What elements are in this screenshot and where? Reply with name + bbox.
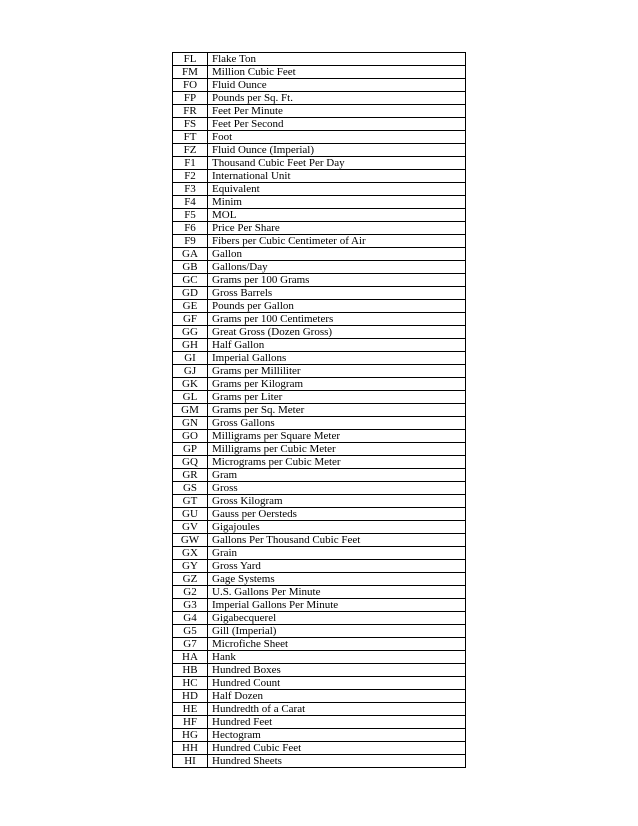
- table-row: [173, 625, 466, 638]
- unit-description-cell: Flake Ton: [208, 53, 466, 66]
- unit-code-cell: GU: [173, 508, 208, 521]
- table-row: [173, 534, 466, 547]
- table-row: [173, 287, 466, 300]
- table-row: [173, 326, 466, 339]
- unit-description-cell: Micrograms per Cubic Meter: [208, 456, 466, 469]
- unit-description-cell: Gill (Imperial): [208, 625, 466, 638]
- unit-code-cell: F1: [173, 157, 208, 170]
- unit-code-cell: GD: [173, 287, 208, 300]
- unit-code-cell: G5: [173, 625, 208, 638]
- table-row: [173, 131, 466, 144]
- table-row: [173, 508, 466, 521]
- table-row: [173, 651, 466, 664]
- unit-description-cell: Foot: [208, 131, 466, 144]
- unit-description-cell: Feet Per Second: [208, 118, 466, 131]
- unit-description-cell: Imperial Gallons: [208, 352, 466, 365]
- unit-code-cell: FR: [173, 105, 208, 118]
- unit-code-cell: HD: [173, 690, 208, 703]
- table-row: [173, 573, 466, 586]
- unit-description-cell: Price Per Share: [208, 222, 466, 235]
- unit-description-cell: Microfiche Sheet: [208, 638, 466, 651]
- table-row: [173, 352, 466, 365]
- table-row: [173, 274, 466, 287]
- unit-code-cell: FT: [173, 131, 208, 144]
- table-row: [173, 144, 466, 157]
- unit-description-cell: Half Gallon: [208, 339, 466, 352]
- unit-code-cell: FP: [173, 92, 208, 105]
- unit-code-cell: FS: [173, 118, 208, 131]
- unit-description-cell: Feet Per Minute: [208, 105, 466, 118]
- unit-code-cell: FL: [173, 53, 208, 66]
- unit-description-cell: Hundred Cubic Feet: [208, 742, 466, 755]
- unit-code-cell: GM: [173, 404, 208, 417]
- unit-description-cell: Imperial Gallons Per Minute: [208, 599, 466, 612]
- unit-code-cell: G7: [173, 638, 208, 651]
- unit-description-cell: Gross Yard: [208, 560, 466, 573]
- table-row: [173, 404, 466, 417]
- table-row: [173, 755, 466, 768]
- unit-code-cell: FZ: [173, 144, 208, 157]
- table-row: [173, 196, 466, 209]
- unit-description-cell: Thousand Cubic Feet Per Day: [208, 157, 466, 170]
- unit-code-cell: GJ: [173, 365, 208, 378]
- unit-code-cell: GZ: [173, 573, 208, 586]
- unit-description-cell: Gauss per Oersteds: [208, 508, 466, 521]
- unit-description-cell: Gram: [208, 469, 466, 482]
- unit-description-cell: Grams per Kilogram: [208, 378, 466, 391]
- unit-description-cell: Hundredth of a Carat: [208, 703, 466, 716]
- unit-code-cell: GQ: [173, 456, 208, 469]
- unit-description-cell: Gigajoules: [208, 521, 466, 534]
- unit-description-cell: Great Gross (Dozen Gross): [208, 326, 466, 339]
- unit-code-cell: GE: [173, 300, 208, 313]
- table-row: [173, 638, 466, 651]
- unit-description-cell: Hundred Boxes: [208, 664, 466, 677]
- table-row: [173, 716, 466, 729]
- unit-code-cell: F9: [173, 235, 208, 248]
- table-row: [173, 248, 466, 261]
- table-row: [173, 469, 466, 482]
- unit-code-cell: G3: [173, 599, 208, 612]
- unit-code-cell: HF: [173, 716, 208, 729]
- unit-description-cell: Gross Barrels: [208, 287, 466, 300]
- table-row: [173, 235, 466, 248]
- unit-description-cell: Grain: [208, 547, 466, 560]
- unit-description-cell: MOL: [208, 209, 466, 222]
- table-row: [173, 560, 466, 573]
- unit-code-cell: GS: [173, 482, 208, 495]
- unit-code-cell: GX: [173, 547, 208, 560]
- unit-description-cell: Gross Gallons: [208, 417, 466, 430]
- table-row: [173, 53, 466, 66]
- table-row: [173, 599, 466, 612]
- unit-code-cell: F2: [173, 170, 208, 183]
- unit-code-cell: G4: [173, 612, 208, 625]
- table-row: [173, 378, 466, 391]
- unit-code-cell: GP: [173, 443, 208, 456]
- unit-code-cell: GL: [173, 391, 208, 404]
- unit-description-cell: International Unit: [208, 170, 466, 183]
- unit-code-cell: HH: [173, 742, 208, 755]
- table-row: [173, 443, 466, 456]
- unit-description-cell: Hundred Count: [208, 677, 466, 690]
- table-row: [173, 170, 466, 183]
- unit-description-cell: Pounds per Gallon: [208, 300, 466, 313]
- unit-description-cell: Hundred Feet: [208, 716, 466, 729]
- unit-description-cell: Grams per Milliliter: [208, 365, 466, 378]
- table-row: [173, 677, 466, 690]
- unit-code-cell: GF: [173, 313, 208, 326]
- table-row: [173, 482, 466, 495]
- unit-description-cell: Gross: [208, 482, 466, 495]
- unit-description-cell: Million Cubic Feet: [208, 66, 466, 79]
- unit-description-cell: Fluid Ounce: [208, 79, 466, 92]
- unit-description-cell: Gallons/Day: [208, 261, 466, 274]
- table-row: [173, 261, 466, 274]
- unit-code-cell: GH: [173, 339, 208, 352]
- table-row: [173, 664, 466, 677]
- table-row: [173, 703, 466, 716]
- unit-description-cell: Hundred Sheets: [208, 755, 466, 768]
- unit-code-cell: GR: [173, 469, 208, 482]
- unit-code-cell: FO: [173, 79, 208, 92]
- unit-code-cell: HA: [173, 651, 208, 664]
- unit-code-cell: HB: [173, 664, 208, 677]
- table-row: [173, 339, 466, 352]
- unit-code-cell: GN: [173, 417, 208, 430]
- unit-code-cell: GB: [173, 261, 208, 274]
- table-row: [173, 456, 466, 469]
- unit-description-cell: Grams per 100 Grams: [208, 274, 466, 287]
- unit-code-cell: GG: [173, 326, 208, 339]
- unit-code-cell: GA: [173, 248, 208, 261]
- table-row: [173, 586, 466, 599]
- table-row: [173, 612, 466, 625]
- unit-description-cell: Hectogram: [208, 729, 466, 742]
- unit-code-cell: G2: [173, 586, 208, 599]
- unit-description-cell: Hank: [208, 651, 466, 664]
- unit-description-cell: Fluid Ounce (Imperial): [208, 144, 466, 157]
- unit-code-cell: F6: [173, 222, 208, 235]
- unit-code-cell: HE: [173, 703, 208, 716]
- unit-code-cell: GY: [173, 560, 208, 573]
- unit-description-cell: Grams per Sq. Meter: [208, 404, 466, 417]
- table-row: [173, 79, 466, 92]
- table-row: [173, 92, 466, 105]
- unit-description-cell: Pounds per Sq. Ft.: [208, 92, 466, 105]
- table-row: [173, 118, 466, 131]
- unit-description-cell: Gage Systems: [208, 573, 466, 586]
- unit-description-cell: Equivalent: [208, 183, 466, 196]
- table-row: [173, 209, 466, 222]
- table-row: [173, 157, 466, 170]
- unit-of-measure-table-body: [173, 53, 466, 768]
- unit-code-cell: GT: [173, 495, 208, 508]
- table-row: [173, 547, 466, 560]
- table-row: [173, 222, 466, 235]
- table-row: [173, 300, 466, 313]
- unit-code-cell: GO: [173, 430, 208, 443]
- unit-description-cell: Milligrams per Square Meter: [208, 430, 466, 443]
- unit-description-cell: U.S. Gallons Per Minute: [208, 586, 466, 599]
- unit-description-cell: Grams per Liter: [208, 391, 466, 404]
- table-row: [173, 183, 466, 196]
- unit-code-cell: GC: [173, 274, 208, 287]
- table-row: [173, 495, 466, 508]
- unit-description-cell: Gallon: [208, 248, 466, 261]
- unit-description-cell: Milligrams per Cubic Meter: [208, 443, 466, 456]
- unit-description-cell: Half Dozen: [208, 690, 466, 703]
- unit-code-cell: GK: [173, 378, 208, 391]
- unit-description-cell: Gross Kilogram: [208, 495, 466, 508]
- table-row: [173, 66, 466, 79]
- table-row: [173, 105, 466, 118]
- table-row: [173, 430, 466, 443]
- unit-description-cell: Gallons Per Thousand Cubic Feet: [208, 534, 466, 547]
- table-row: [173, 417, 466, 430]
- unit-of-measure-table: [172, 52, 466, 768]
- unit-description-cell: Fibers per Cubic Centimeter of Air: [208, 235, 466, 248]
- table-row: [173, 391, 466, 404]
- unit-code-cell: HI: [173, 755, 208, 768]
- table-row: [173, 729, 466, 742]
- unit-code-cell: GW: [173, 534, 208, 547]
- unit-code-cell: HC: [173, 677, 208, 690]
- unit-code-cell: FM: [173, 66, 208, 79]
- unit-code-cell: GV: [173, 521, 208, 534]
- table-row: [173, 521, 466, 534]
- unit-code-cell: F4: [173, 196, 208, 209]
- unit-code-cell: F3: [173, 183, 208, 196]
- table-row: [173, 365, 466, 378]
- unit-description-cell: Gigabecquerel: [208, 612, 466, 625]
- table-row: [173, 690, 466, 703]
- table-row: [173, 742, 466, 755]
- unit-description-cell: Minim: [208, 196, 466, 209]
- unit-code-cell: GI: [173, 352, 208, 365]
- unit-code-cell: HG: [173, 729, 208, 742]
- unit-code-cell: F5: [173, 209, 208, 222]
- unit-description-cell: Grams per 100 Centimeters: [208, 313, 466, 326]
- table-row: [173, 313, 466, 326]
